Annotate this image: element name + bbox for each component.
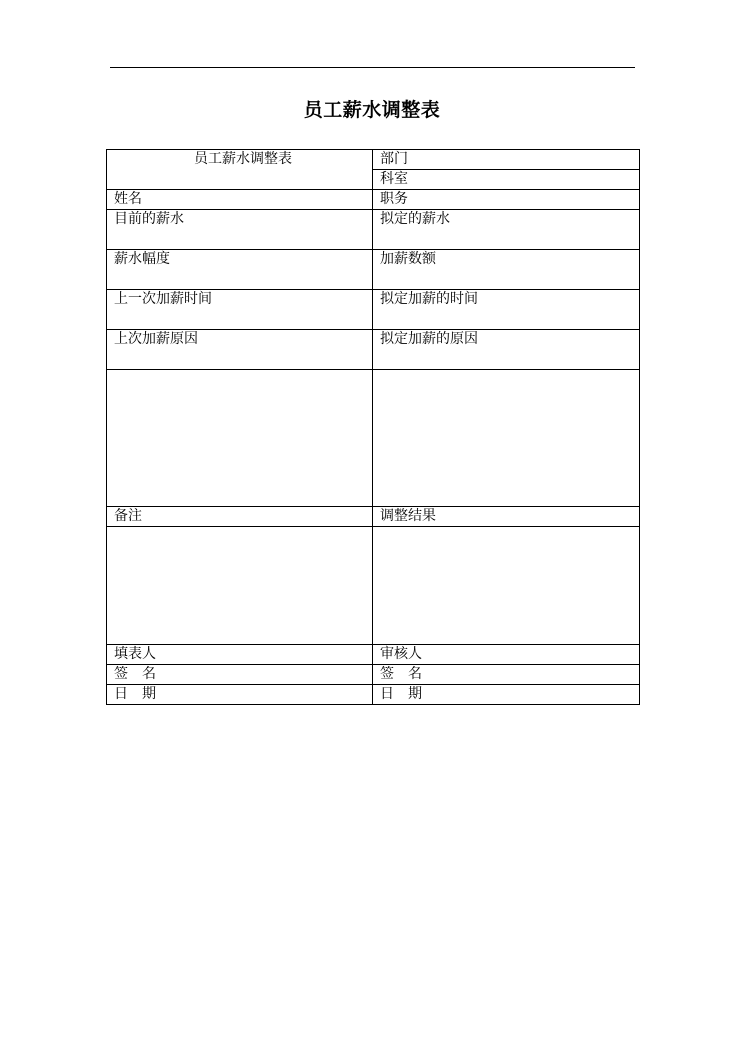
remarks-field[interactable] [107,527,373,645]
salary-range-label: 薪水幅度 [107,250,373,290]
table-row [107,370,640,507]
table-row [107,665,640,685]
reviewer-label: 审核人 [373,645,640,665]
table-row [107,150,640,170]
name-label: 姓名 [107,190,373,210]
date-label-right: 日 期 [373,685,640,705]
table-row [107,330,640,370]
adjustment-result-label: 调整结果 [373,507,640,527]
header-rule [110,67,635,68]
last-raise-time-label: 上一次加薪时间 [107,290,373,330]
proposed-raise-reason-field[interactable] [373,370,640,507]
form-title-cell: 员工薪水调整表 [107,150,373,190]
table-row [107,290,640,330]
adjustment-result-field[interactable] [373,527,640,645]
remarks-label: 备注 [107,507,373,527]
table-row [107,527,640,645]
signature-label-left: 签 名 [107,665,373,685]
signature-label-right: 签 名 [373,665,640,685]
table-row [107,507,640,527]
filled-by-label: 填表人 [107,645,373,665]
proposed-salary-label: 拟定的薪水 [373,210,640,250]
proposed-raise-time-label: 拟定加薪的时间 [373,290,640,330]
table-row [107,685,640,705]
position-label: 职务 [373,190,640,210]
table-row [107,190,640,210]
raise-amount-label: 加薪数额 [373,250,640,290]
last-raise-reason-label: 上次加薪原因 [107,330,373,370]
department-label: 部门 [373,150,640,170]
proposed-raise-reason-label: 拟定加薪的原因 [373,330,640,370]
date-label-left: 日 期 [107,685,373,705]
table-row [107,250,640,290]
table-row [107,210,640,250]
document-title: 员工薪水调整表 [303,99,441,121]
section-label: 科室 [373,170,640,190]
table-row [107,645,640,665]
last-raise-reason-field[interactable] [107,370,373,507]
current-salary-label: 目前的薪水 [107,210,373,250]
salary-adjustment-form [106,149,640,705]
